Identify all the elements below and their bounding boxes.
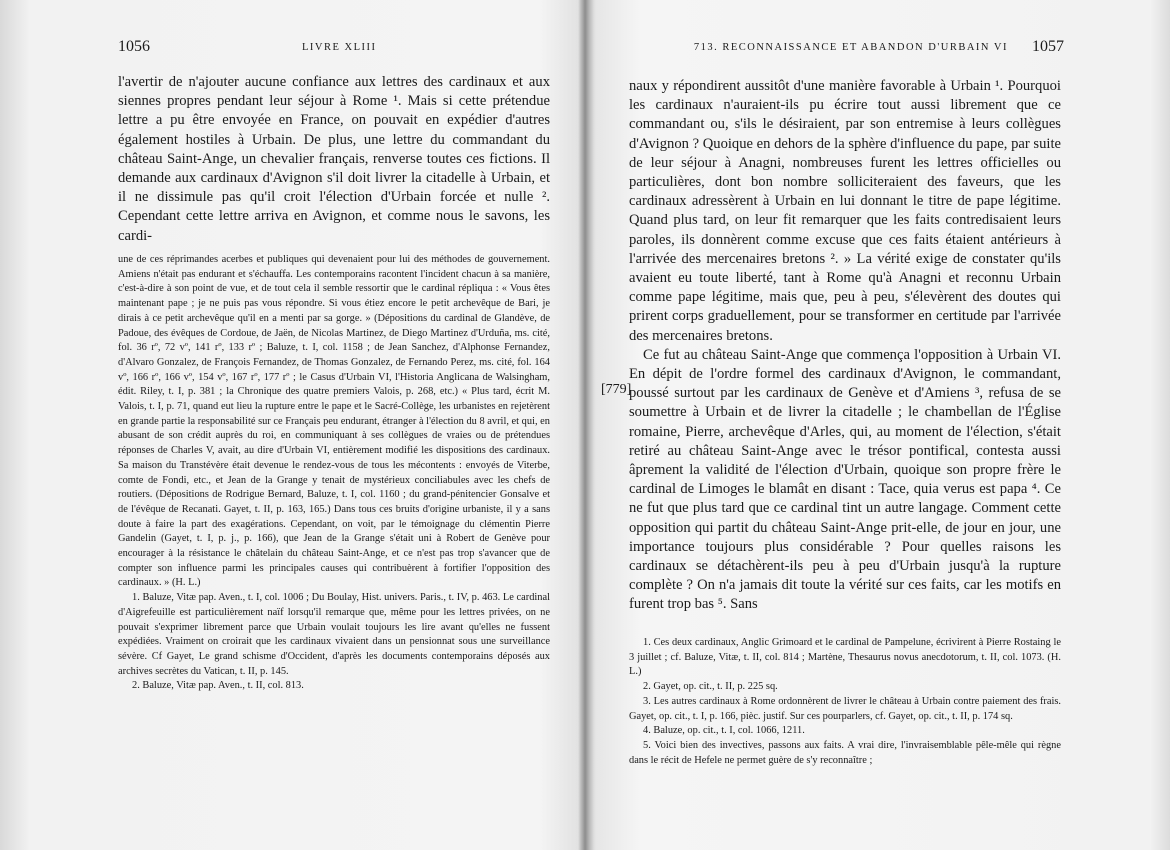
left-footnote-1: 1. Baluze, Vitæ pap. Aven., t. I, col. 1006 ; Du Boulay, Hist. univers. Paris., t. IV, p. 463. Le cardinal d'Aigrefeuille est particulièrement naïf lorsqu'il remarque que, même pour les lettres privées, on ne pouvait s'exprimer librement parce que Urbain voulait toujours les lire avant qu'elles ne fussent expédiées. Vraiment on croirait que les cardinaux vivaient dans un pensionnat sous une surveillance sévère. Cf Gayet, Le grand schisme d'Occident, d'après les documents contemporains déposés aux archives secrètes du Vatican, t. II, p. 145.	[118, 592, 550, 677]
right-footnote-5: 5. Voici bien des invectives, passons aux faits. A vrai dire, l'invraisemblable pêle-mêle qui règne dans le récit de Hefele ne permet guère de s'y reconnaître ;	[629, 739, 1061, 766]
margin-reference: [779]	[601, 382, 632, 397]
right-notes	[629, 636, 1061, 768]
right-footnote-4: 4. Baluze, op. cit., t. I, col. 1066, 1211.	[643, 725, 805, 737]
right-body-text	[601, 77, 1061, 615]
right-footnote-3: 3. Les autres cardinaux à Rome ordonnèrent de livrer le château à Urbain contre paiement des frais. Gayet, op. cit., t. I, p. 166, pièc. justif. Sur ces pourparlers, cf. Gayet, op. cit., t. II, p. 174 sq.	[629, 695, 1061, 722]
left-running-head	[118, 38, 550, 62]
left-body-text	[118, 73, 550, 246]
right-footnote-1: 1. Ces deux cardinaux, Anglic Grimoard et le cardinal de Pampelune, écrivirent à Pierre Rostaing le 3 juillet ; cf. Baluze, Vitæ, t. II, col. 814 ; Martène, Thesaurus novus anecdotorum, t. II, col. 1073. (H. L.)	[629, 637, 1061, 678]
left-page-number: 1056	[118, 38, 150, 55]
right-running-head	[632, 38, 1064, 62]
right-footnote-2: 2. Gayet, op. cit., t. II, p. 225 sq.	[643, 681, 778, 693]
left-running-title: LIVRE XLIII	[302, 42, 377, 53]
right-page	[594, 0, 1170, 850]
left-page	[0, 0, 578, 850]
right-running-title: 713. RECONNAISSANCE ET ABANDON D'URBAIN VI	[693, 42, 1008, 53]
right-paragraph-1: naux y répondirent aussitôt d'une manière favorable à Urbain ¹. Pourquoi les cardinaux n'auraient-ils pu écrire tout aussi librement que ce commandant ou, s'ils le désiraient, par son entremise à leurs collègues d'Avignon ? Quoique en dehors de la sphère d'influence du pape, par suite de leur séjour à Anagni, nombreuses furent les lettres officielles ou particulières, dont bon nombre solliciteraient des faveurs, que les cardinaux adressèrent à Urbain en lui donnant le titre de pape légitime. Quand plus tard, on leur fit remarquer que les faits contredisaient leurs paroles, ils donnèrent comme excuse que ces faits étaient antérieurs à l'arrivée des mercenaires bretons ². » La vérité exige de constater qu'ils avaient eu toute liberté, tant à Rome qu'à Anagni et reconnu Urbain comme pape légitime, mais que, peu à peu, s'élevèrent des doutes qui prirent corps graduellement, pour se transformer en certitude par l'arrivée des mercenaires bretons.	[629, 78, 1061, 344]
book-gutter	[578, 0, 594, 850]
note-continuation: une de ces réprimandes acerbes et publiques qui devenaient pour lui des méthodes de gouvernement. Amiens n'était pas endurant et s'échauffa. Les contemporains racontent l'incident chacun à sa manière, c'est-à-dire à son point de vue, et de tout cela il semble ressortir que le cardinal répliqua : « Vous êtes maintenant pape ; je ne puis pas vous répondre. Si vous étiez encore le petit archevêque de Bari, je dirais à ce petit archevêque qu'il en a menti par sa gorge. » (Dépositions du cardinal de Glandève, de Padoue, des évêques de Cordoue, de Jaën, de Nicolas Martinez, de Diego Martinez d'Urduña, ms. cité, fol. 36 rº, 72 vº, 141 rº, 133 rº ; Baluze, t. I, col. 1158 ; de Jean Sanchez, d'Alphonse Fernandez, d'Alvaro Gonzalez, de François Fernandez, de Thomas Gonzalez, de Fernando Perez, ms. cité, fol. 164 vº, 166 rº, 166 vº, 154 vº, 167 rº, 177 rº ; le Casus d'Urbain VI, l'Historia Anglicana de Walsingham, édit. Riley, t. I, p. 381 ; la Chronique des quatre premiers Valois, p. 268, etc.) « Plus tard, écrit M. Valois, t. I, p. 71, quand eut lieu la rupture entre le pape et le Sacré-Collège, les urbanistes en rejetèrent en grande partie la responsabilité sur ce Français peu endurant, étranger à l'élection du 8 avril, et qui, en abusant de son crédit auprès du roi, en communiquant à ses collègues de vraies ou de prétendues réponses de Charles V, avait, au dire d'Urbain VI, entièrement modifié les dispositions des cardinaux. Sa maison du Transtévère était devenue le rendez-vous de tous les mécontents : envoyés de Viterbe, comte de Fondi, etc., et Jean de la Grange y tenait de mystérieux conciliabules avec les chefs de routiers. (Dépositions de Rodrigue Bernard, Baluze, t. I, col. 1160 ; du grand-pénitencier Gonsalve et de l'évêque de Recanati. Gayet, t. II, p. 163, 165.) Dans tous ces bruits d'origine urbaniste, il y a sans doute à faire la part des exagérations. Cependant, on voit, par le témoignage du clémentin Pierre Gandelin (Gayet, t. I, p. j., p. 166), que Jean de la Grange s'était uni à Robert de Genève pour encourager à la résistance le châtelain du château Saint-Ange, et ce n'est pas trop s'avancer que de compter son influence parmi les principales causes qui contribuèrent à fortifier l'opposition des cardinaux. » (H. L.)	[118, 254, 550, 589]
right-paragraph-2: Ce fut au château Saint-Ange que commença l'opposition à Urbain VI. En dépit de l'ordre formel des cardinaux d'Avignon, le commandant, poussé surtout par les cardinaux de Genève et d'Amiens ³, refusa de se soumettre à Urbain et de livrer la citadelle ; le chambellan de l'Église romaine, Pierre, archevêque d'Arles, qui, au moment de l'élection, s'était retiré au château Saint-Ange avec le trésor pontifical, contesta aussi âprement la validité de l'élection d'Urbain, quoique son propre frère le cardinal de Limoges le blamât en disant : Tace, quia verus est papa ⁴. Ce ne fut que plus tard que ce cardinal tint un autre langage. Comment cette opposition qui partit du château Saint-Ange prit-elle, de jour en jour, une importance toujours plus considérable ? Pour quelles raisons les cardinaux se détachèrent-ils peu à peu d'Urbain jusqu'à la rupture complète ? On n'a jamais dit toute la vérité sur ces faits, car les motifs en furent trop bas ⁵. Sans	[629, 346, 1061, 613]
left-notes	[118, 253, 550, 694]
left-body-paragraph: l'avertir de n'ajouter aucune confiance aux lettres des cardinaux et aux siennes propres pendant leur séjour à Rome ¹. Mais si cette prétendue lettre a pu être envoyée en France, on pouvait en expédier d'autres également hostiles à Urbain. De plus, une lettre du commandant du château Saint-Ange, un chevalier français, renverse toutes ces fictions. Il demande aux cardinaux d'Avignon s'il doit livrer la citadelle à Urbain, et il ne dissimule pas qu'il croit l'élection d'Urbain forcée et nulle ². Cependant cette lettre arriva en Avignon, et comme nous le savons, les cardi-	[118, 74, 550, 244]
right-page-number: 1057	[1032, 38, 1064, 55]
left-footnote-2: 2. Baluze, Vitæ pap. Aven., t. II, col. 813.	[132, 680, 304, 692]
